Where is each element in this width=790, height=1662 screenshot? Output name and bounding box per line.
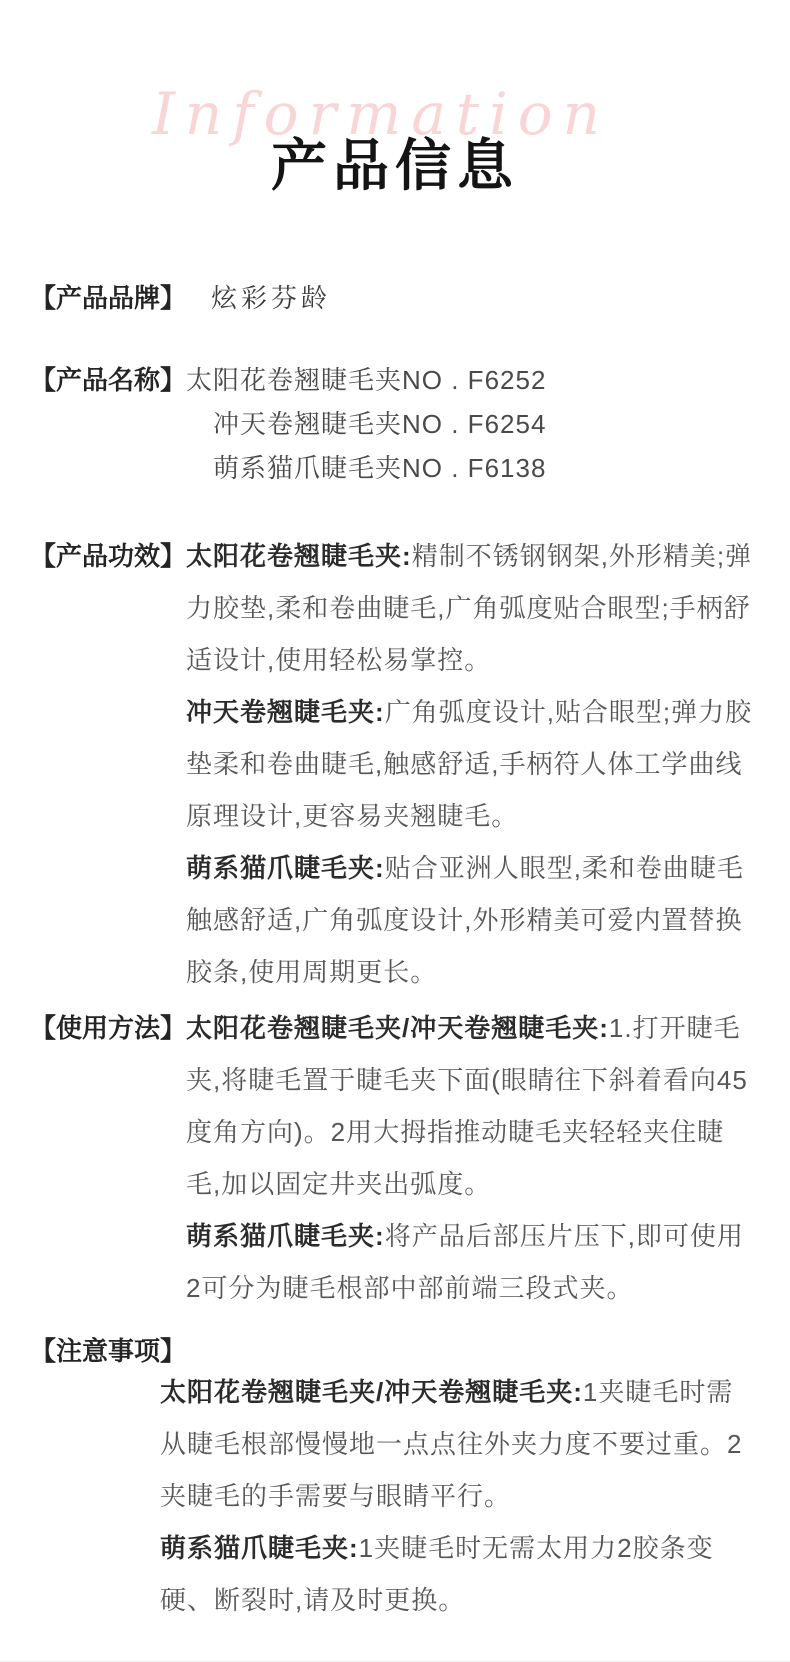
decorative-script-text: Information — [151, 80, 611, 148]
effects-paragraph-lead: 萌系猫爪睫毛夹: — [186, 853, 385, 883]
section-effects — [30, 530, 755, 998]
section-notes — [30, 1336, 755, 1626]
product-name-label: 【产品名称】 — [30, 365, 187, 395]
brand-label: 【产品品牌】 — [30, 283, 187, 313]
brand-value: 炫彩芬龄 — [211, 283, 332, 313]
usage-paragraph-lead: 太阳花卷翘睫毛夹/冲天卷翘睫毛夹: — [186, 1013, 609, 1043]
usage-paragraph-lead: 萌系猫爪睫毛夹: — [186, 1221, 385, 1251]
section-product-name — [30, 358, 755, 490]
notes-paragraph-lead: 萌系猫爪睫毛夹: — [160, 1533, 359, 1563]
effects-paragraph-lead: 冲天卷翘睫毛夹: — [186, 697, 385, 727]
page-header — [0, 0, 790, 198]
effects-label: 【产品功效】 — [30, 541, 187, 571]
usage-text — [186, 1002, 755, 1314]
usage-paragraph — [186, 1210, 755, 1314]
effects-paragraph-body: 贴合亚洲人眼型,柔和卷曲睫毛触感舒适,广角弧度设计,外形精美可爱内置替换胶条,使用周期更长。 — [186, 853, 744, 987]
content-area — [0, 282, 790, 1626]
product-name-line: 萌系猫爪睫毛夹NO . F6138 — [213, 453, 547, 483]
effects-text — [186, 530, 755, 998]
usage-paragraph-body: 将产品后部压片压下,即可使用2可分为睫毛根部中部前端三段式夹。 — [186, 1221, 744, 1303]
section-usage — [30, 1002, 755, 1314]
effects-paragraph — [186, 686, 755, 842]
notes-paragraph — [160, 1522, 755, 1626]
effects-paragraph — [186, 842, 755, 998]
usage-label: 【使用方法】 — [30, 1013, 187, 1043]
notes-paragraph — [160, 1366, 755, 1522]
notes-text — [160, 1366, 755, 1626]
product-name-line: 太阳花卷翘睫毛夹NO . F6252 — [186, 365, 547, 395]
notes-label: 【注意事项】 — [30, 1336, 187, 1366]
product-name-list — [186, 358, 755, 490]
notes-paragraph-body: 1夹睫毛时无需太用力2胶条变硬、断裂时,请及时更换。 — [160, 1533, 714, 1615]
notes-paragraph-body: 1夹睫毛时需从睫毛根部慢慢地一点点往外夹力度不要过重。2夹睫毛的手需要与眼睛平行。 — [160, 1377, 743, 1511]
usage-paragraph-body: 1.打开睫毛夹,将睫毛置于睫毛夹下面(眼睛往下斜着看向45度角方向)。2用大拇指推动睫毛夹轻轻夹住睫毛,加以固定井夹出弧度。 — [186, 1013, 748, 1199]
section-brand — [30, 282, 755, 314]
product-name-line: 冲天卷翘睫毛夹NO . F6254 — [213, 409, 547, 439]
effects-paragraph-body: 精制不锈钢钢架,外形精美;弹力胶垫,柔和卷曲睫毛,广角弧度贴合眼型;手柄舒适设计,使用轻松易掌控。 — [186, 541, 753, 675]
usage-paragraph — [186, 1002, 755, 1210]
page-title: 产品信息 — [271, 134, 519, 197]
notes-paragraph-lead: 太阳花卷翘睫毛夹/冲天卷翘睫毛夹: — [160, 1377, 583, 1407]
effects-paragraph — [186, 530, 755, 686]
effects-paragraph-lead: 太阳花卷翘睫毛夹: — [186, 541, 412, 571]
effects-paragraph-body: 广角弧度设计,贴合眼型;弹力胶垫柔和卷曲睫毛,触感舒适,手柄符人体工学曲线原理设计,更容易夹翘睫毛。 — [186, 697, 753, 831]
